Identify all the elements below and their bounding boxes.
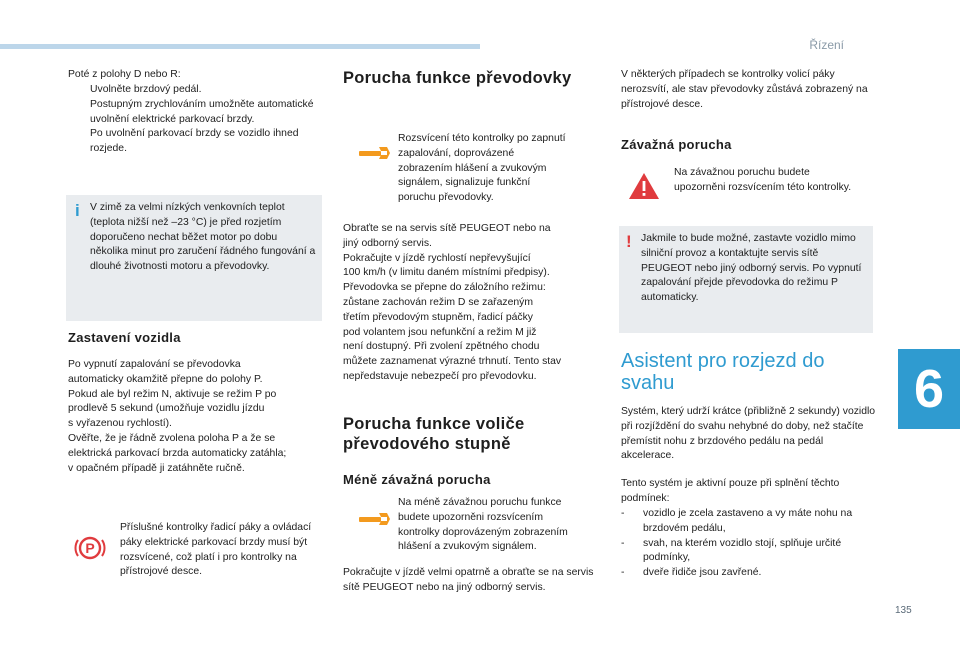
warning-triangle-icon <box>627 171 661 201</box>
heading-line: Porucha funkce voliče <box>343 415 525 433</box>
minor-followup-text: Pokračujte v jízdě velmi opatrně a obraťte se na servis sítě PEUGEOT nebo na jiný odborný servis. <box>343 567 594 593</box>
section-heading-major-fault: Závažná porucha <box>621 137 732 152</box>
text-line: 100 km/h (v limitu daném místními předpisy). <box>343 267 550 279</box>
list-item: - dveře řidiče jsou zavřené. <box>621 566 877 581</box>
text-line: Ověřte, že je řádně zvolena poloha P a že se <box>68 432 276 444</box>
text-line: zůstane zachován režim D se zařazeným <box>343 296 533 308</box>
text-line: Pokud ale byl režim N, aktivuje se režim P po <box>68 388 277 400</box>
text-line: jiný odborný servis. <box>343 237 432 249</box>
section-heading-stop: Zastavení vozidla <box>68 330 181 345</box>
text-line: automaticky okamžitě přepne do polohy P. <box>68 373 263 385</box>
list-item: - svah, na kterém vozidlo stojí, splňuje určité podmínky, <box>621 537 842 564</box>
svg-text:P: P <box>85 540 95 556</box>
warning-mark: ! <box>626 232 632 251</box>
intro-text: Poté z polohy D nebo R: <box>68 69 181 80</box>
conditions-list <box>621 507 877 581</box>
list-item: Uvolněte brzdový pedál. <box>90 84 202 95</box>
service-text <box>343 222 605 385</box>
text-line: Obraťte se na servis sítě PEUGEOT nebo na <box>343 223 551 234</box>
header-bar <box>0 44 480 49</box>
text-line: Po vypnutí zapalování se převodovka <box>68 359 241 370</box>
page-number: 135 <box>895 605 912 616</box>
section-heading-gearbox-fault: Porucha funkce převodovky <box>343 69 572 87</box>
wrench-icon <box>357 509 391 529</box>
list-item: Postupným zrychlováním umožněte automatické uvolnění elektrické parkovací brzdy. <box>90 98 314 125</box>
major-text: Na závažnou poruchu budete upozorněni rozsvícením této kontrolky. <box>674 167 852 193</box>
section-heading-hill-assist <box>621 350 877 394</box>
dash-marker: - <box>621 567 625 579</box>
lamp-text: Rozsvícení této kontrolky po zapnutí zapalování, doprovázené zobrazením hlášení a zvukovým signálem, signalizuje funkční poruchu převodovky. <box>398 133 566 204</box>
warning-box <box>619 226 873 333</box>
hill-text: Systém, který udrží krátce (přibližně 2 sekundy) vozidlo při rozjíždění do svahu nehybné do doby, než stačíte přemístit nohu z brzdového pedálu na pedál akcelerace. <box>621 406 876 462</box>
warning-text: Jakmile to bude možné, zastavte vozidlo mimo silniční provoz a kontaktujte servis sítě PEUGEOT nebo jiný odborný servis. Po vypnutí zapalování přejde převodovka do režimu P automaticky. <box>641 233 862 304</box>
text-line: není dostupný. Při zvolení zpětného chodu <box>343 341 540 353</box>
parking-brake-icon <box>74 532 106 564</box>
text-line: s vyřazenou rychlostí). <box>68 418 172 430</box>
stop-text <box>68 358 330 476</box>
chapter-number-tab: 6 <box>898 349 960 429</box>
info-text: V zimě za velmi nízkých venkovních teplot (teplota nižší než –23 °C) je před rozjetím doporučeno nechat běžet motor po dobu několika minut pro zaručení řádného fungování a dlouhé životnosti motoru a převodovky. <box>90 202 316 273</box>
info-box <box>66 195 322 321</box>
heading-line: svahu <box>621 372 675 394</box>
text-line: prodlevě 5 sekund (umožňuje vozidlu jízdu <box>68 403 265 415</box>
text-line: v opačném případě ji zatáhněte ručně. <box>68 462 245 474</box>
section-heading-minor-fault: Méně závažná porucha <box>343 472 491 487</box>
text-line: pod volantem jsou nefunkční a režim M již <box>343 326 537 338</box>
intro-text: V některých případech se kontrolky volicí páky nerozsvítí, ale stav převodovky zůstává zobrazený na přístrojové desce. <box>621 69 868 110</box>
list-item: - vozidlo je zcela zastaveno a vy máte nohu na brzdovém pedálu, <box>621 508 853 534</box>
text-line: Pokračujte v jízdě rychlostí nepřevyšující <box>343 252 531 264</box>
text-line: elektrická parkovací brzda automaticky zatáhla; <box>68 447 287 459</box>
section-heading-selector-fault <box>343 414 605 454</box>
text-line: můžete zaznamenat výrazné trhnutí. Tento stav <box>343 356 562 368</box>
wrench-icon <box>357 143 391 163</box>
minor-text: Na méně závažnou poruchu funkce budete upozorněni rozsvícením kontrolky doprovázeným zobrazením hlášení a zvukovým signálem. <box>398 497 568 553</box>
heading-line: Asistent pro rozjezd do <box>621 350 825 372</box>
info-icon: i <box>75 201 80 220</box>
text-line: Převodovka se přepne do záložního režimu: <box>343 282 546 294</box>
chapter-title: Řízení <box>809 38 844 52</box>
bullet-list <box>68 83 324 157</box>
dash-marker: - <box>621 537 625 549</box>
conditions-intro: Tento systém je aktivní pouze při splnění těchto podmínek: <box>621 478 840 504</box>
heading-line: převodového stupně <box>343 435 511 453</box>
text-line: třetím převodovým stupněm, řadicí páčky <box>343 311 533 323</box>
dash-marker: - <box>621 508 625 519</box>
parking-text: Příslušné kontrolky řadicí páky a ovládací páky elektrické parkovací brzdy musí být rozsvícené, což platí i pro kontrolky na přístrojové desce. <box>120 522 312 578</box>
text-line: nepředstavuje nebezpečí pro převodovku. <box>343 370 537 382</box>
list-item: Po uvolnění parkovací brzdy se vozidlo ihned rozjede. <box>90 128 299 155</box>
